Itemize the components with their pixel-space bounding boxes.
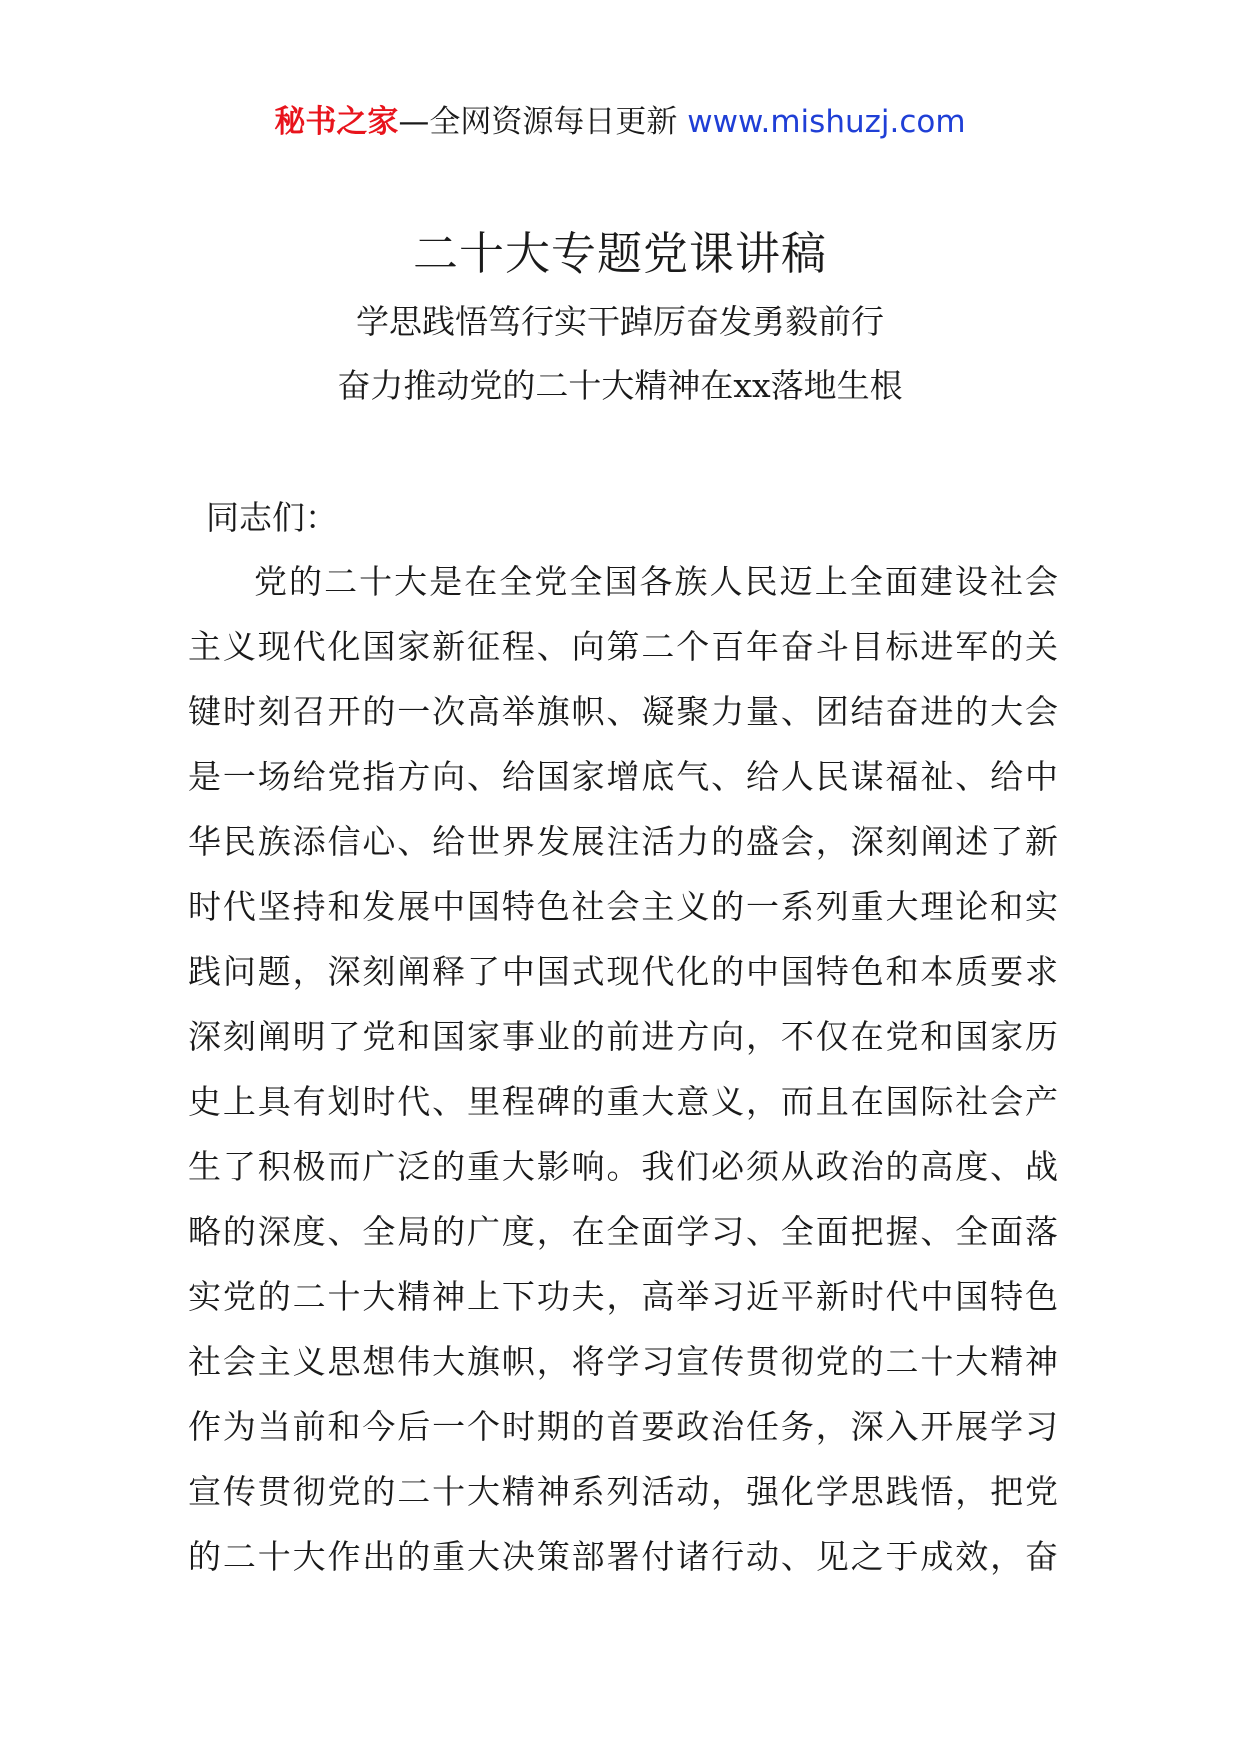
body-line: 主义现代化国家新征程、向第二个百年奋斗目标进军的关 xyxy=(188,627,1058,666)
body-paragraph xyxy=(188,558,1058,1598)
body-line: 键时刻召开的一次高举旗帜、凝聚力量、团结奋进的大会 xyxy=(188,692,1058,731)
brand-name: 秘书之家 xyxy=(274,104,399,140)
body-line: 略的深度、全局的广度，在全面学习、全面把握、全面落 xyxy=(188,1212,1058,1251)
header-banner xyxy=(0,100,1240,144)
body-line: 践问题，深刻阐释了中国式现代化的中国特色和本质要求 xyxy=(188,952,1058,991)
body-line: 党的二十大是在全党全国各族人民迈上全面建设社会 xyxy=(254,562,1058,601)
body-line: 作为当前和今后一个时期的首要政治任务，深入开展学习 xyxy=(188,1407,1058,1446)
body-line: 华民族添信心、给世界发展注活力的盛会，深刻阐述了新 xyxy=(188,822,1058,861)
subtitle-line-2-part2: 落地生根 xyxy=(770,366,903,405)
subtitle-line-2-part1: 奋力推动党的二十大精神在 xyxy=(337,366,734,405)
body-line: 实党的二十大精神上下功夫，高举习近平新时代中国特色 xyxy=(188,1277,1058,1316)
header-tagline: —全网资源每日更新 xyxy=(398,104,678,140)
website-link[interactable]: www.mishuzj.com xyxy=(687,104,966,140)
subtitle-line-1: 学思践悟笃行实干踔厉奋发勇毅前行 xyxy=(356,302,884,341)
subtitle-placeholder-xx: xx xyxy=(733,366,771,405)
salutation: 同志们： xyxy=(206,498,338,537)
subtitle-line-2 xyxy=(0,362,1240,410)
body-line: 生了积极而广泛的重大影响。我们必须从政治的高度、战 xyxy=(188,1147,1058,1186)
body-line: 宣传贯彻党的二十大精神系列活动，强化学思践悟，把党 xyxy=(188,1472,1058,1511)
body-line: 是一场给党指方向、给国家增底气、给人民谋福祉、给中 xyxy=(188,757,1058,796)
body-line: 社会主义思想伟大旗帜，将学习宣传贯彻党的二十大精神 xyxy=(188,1342,1058,1381)
body-line: 史上具有划时代、里程碑的重大意义，而且在国际社会产 xyxy=(188,1082,1058,1121)
document-title: 二十大专题党课讲稿 xyxy=(412,227,827,280)
body-line: 的二十大作出的重大决策部署付诸行动、见之于成效，奋 xyxy=(188,1537,1058,1576)
body-line: 深刻阐明了党和国家事业的前进方向，不仅在党和国家历 xyxy=(188,1017,1058,1056)
body-line: 时代坚持和发展中国特色社会主义的一系列重大理论和实 xyxy=(188,887,1058,926)
